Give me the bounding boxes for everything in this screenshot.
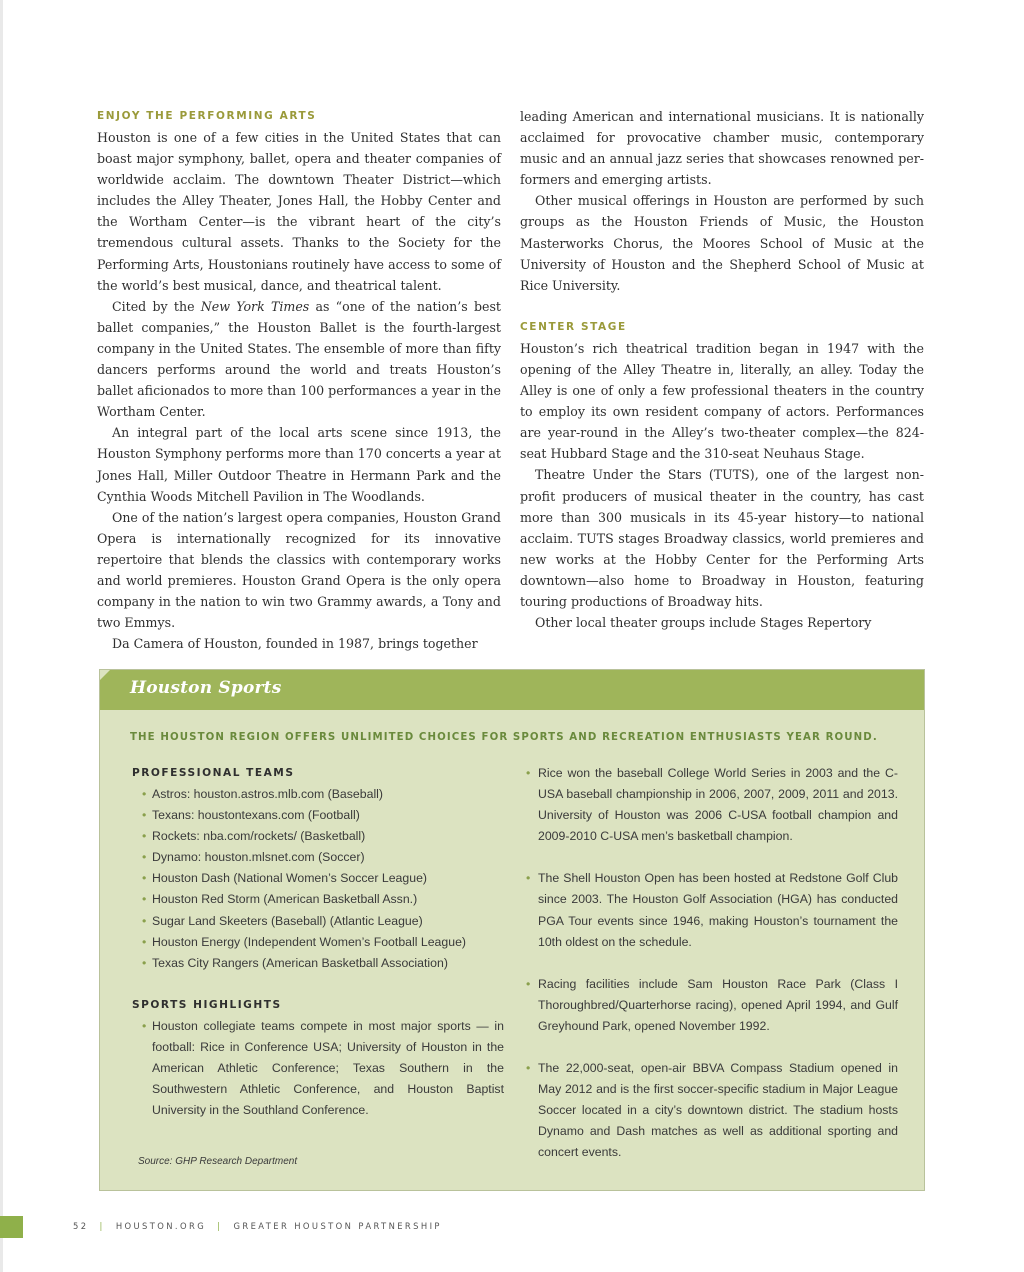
list-item: • Houston Red Storm (American Basketball Assn.) [142, 889, 504, 910]
paragraph: Other musical offerings in Houston are performed by such groups as the Houston Friends of Music, the Houston Masterworks Chorus, the Moores School of Music at the University of Houston and the Shepherd School of Music at Rice University. [520, 193, 924, 293]
box-title: Houston Sports [130, 678, 282, 698]
paragraph: Houston is one of a few cities in the United States that can boast major symphony, ballet, opera and theater companies of worldwide acclaim. The downtown Theater District—which includes the Alley Theater, Jones Hall, the Hobby Center and the Wortham Center—is the vibrant heart of the city’s tremendous cultural assets. Thanks to the Society for the Performing Arts, Houstonians routinely have access to some of the world’s best musical, dance, and theatrical talent. [97, 130, 501, 293]
text-span: Cited by the [112, 298, 201, 314]
highlight-item: • Rice won the baseball College World Series in 2003 and the C-USA baseball championship in 2006, 2007, 2009, 2011 and 2013. University of Houston was 2006 C-USA football champion and 2009-2010 C-USA men’s basketball champion. [526, 763, 898, 847]
highlight-item: • The 22,000-seat, open-air BBVA Compass Stadium opened in May 2012 and is the first soccer-specific stadium in Major League Soccer located in a city’s downtown district. The stadium hosts Dynamo and Dash matches as well as additional sporting and concert events. [526, 1058, 898, 1163]
paragraph: An integral part of the local arts scene since 1913, the Houston Symphony performs more than 170 concerts a year at Jones Hall, Miller Outdoor Theatre in Hermann Park and the Cynthia Woods Mitchell Pavilion in The Woodlands. [97, 425, 501, 504]
paragraph: One of the nation’s largest opera companies, Houston Grand Opera is internationally recognized for its innovative repertoire that blends the classics with contemporary works and world premieres. Houston Grand Opera is the only opera company in the nation to win two Grammy awards, a Tony and two Emmys. [97, 509, 501, 631]
paragraph: Other local theater groups include Stages Repertory [535, 615, 872, 631]
highlight-item: • Houston collegiate teams compete in most major sports — in football: Rice in Conference USA; University of Houston in the American Athletic Conference; Texas Southern in the Southwestern Athletic Conference, and Houston Baptist University in the Southland Conference. [142, 1016, 504, 1121]
box-subtitle: THE HOUSTON REGION OFFERS UNLIMITED CHOICES FOR SPORTS AND RECREATION ENTHUSIASTS YEAR ROUND. [130, 732, 878, 743]
section-heading-center-stage: CENTER STAGE [520, 320, 627, 333]
highlight-item: • Racing facilities include Sam Houston Race Park (Class I Thoroughbred/Quarterhorse racing), opened April 1994, and Gulf Greyhound Park, opened November 1992. [526, 974, 898, 1037]
page-footer [73, 1221, 442, 1231]
list-item: • Sugar Land Skeeters (Baseball) (Atlantic League) [142, 911, 504, 932]
source-note: Source: GHP Research Department [138, 1156, 298, 1167]
page-edge [0, 0, 3, 1272]
list-item: • Texans: houstontexans.com (Football) [142, 805, 504, 826]
footer-separator: | [217, 1221, 223, 1231]
publication-title: New York Times [200, 298, 310, 314]
text-span: as “one of the nation’s best ballet companies,” the Houston Ballet is the fourth-largest company in the United States. The ensemble of more than fifty dancers performs around the world and treats Houston’s ballet aficionados to more than 100 performances a year in the Wortham Center. [97, 298, 501, 420]
footer-color-tab [0, 1216, 23, 1238]
sports-left-column [132, 763, 504, 1121]
teams-list [132, 784, 504, 974]
sports-highlights-heading: SPORTS HIGHLIGHTS [132, 998, 282, 1011]
list-item: • Houston Dash (National Women’s Soccer League) [142, 868, 504, 889]
list-item: • Houston Energy (Independent Women’s Football League) [142, 932, 504, 953]
list-item: • Astros: houston.astros.mlb.com (Baseball) [142, 784, 504, 805]
footer-site-link[interactable]: HOUSTON.ORG [115, 1221, 207, 1231]
paragraph [97, 296, 501, 423]
houston-sports-box [99, 669, 925, 1191]
section-heading-performing-arts: ENJOY THE PERFORMING ARTS [97, 110, 317, 122]
list-item: • Texas City Rangers (American Basketball Association) [142, 953, 504, 974]
list-item: • Rockets: nba.com/rockets/ (Basketball) [142, 826, 504, 847]
page-number: 52 [73, 1221, 89, 1231]
list-item: • Dynamo: houston.mlsnet.com (Soccer) [142, 847, 504, 868]
footer-separator: | [99, 1221, 105, 1231]
professional-teams-heading: PROFESSIONAL TEAMS [132, 767, 295, 779]
highlight-item: • The Shell Houston Open has been hosted at Redstone Golf Club since 2003. The Houston Golf Association (HGA) has conducted PGA Tour events since 1946, making Houston’s tournament the 10th oldest on the schedule. [526, 868, 898, 952]
paragraph: Houston’s rich theatrical tradition began in 1947 with the opening of the Alley Theatre in, literally, an alley. Today the Alley is one of only a few professional theaters in the country to employ its own resident company of actors. Performances are year-round in the Alley’s two-theater complex—the 824-seat Hubbard Stage and the 310-seat Neuhaus Stage. [520, 340, 924, 462]
paragraph: Theatre Under the Stars (TUTS), one of the largest non-profit producers of musical theater in the country, has cast more than 300 musicals in its 45-year history—to national acclaim. TUTS stages Broadway classics, world premieres and new works at the Hobby Center for the Performing Arts downtown—also home to Broadway in Houston, featuring touring productions of Broadway hits. [520, 467, 924, 609]
right-column [520, 106, 924, 633]
left-column [97, 106, 501, 654]
sports-right-column [526, 763, 898, 1185]
footer-organization: GREATER HOUSTON PARTNERSHIP [233, 1221, 442, 1231]
paragraph: leading American and international musicians. It is nationally acclaimed for provocative chamber music, contemporary music and an annual jazz series that showcases renowned per-formers and emerging artists. [520, 109, 924, 188]
paragraph: Da Camera of Houston, founded in 1987, brings together [112, 636, 478, 652]
